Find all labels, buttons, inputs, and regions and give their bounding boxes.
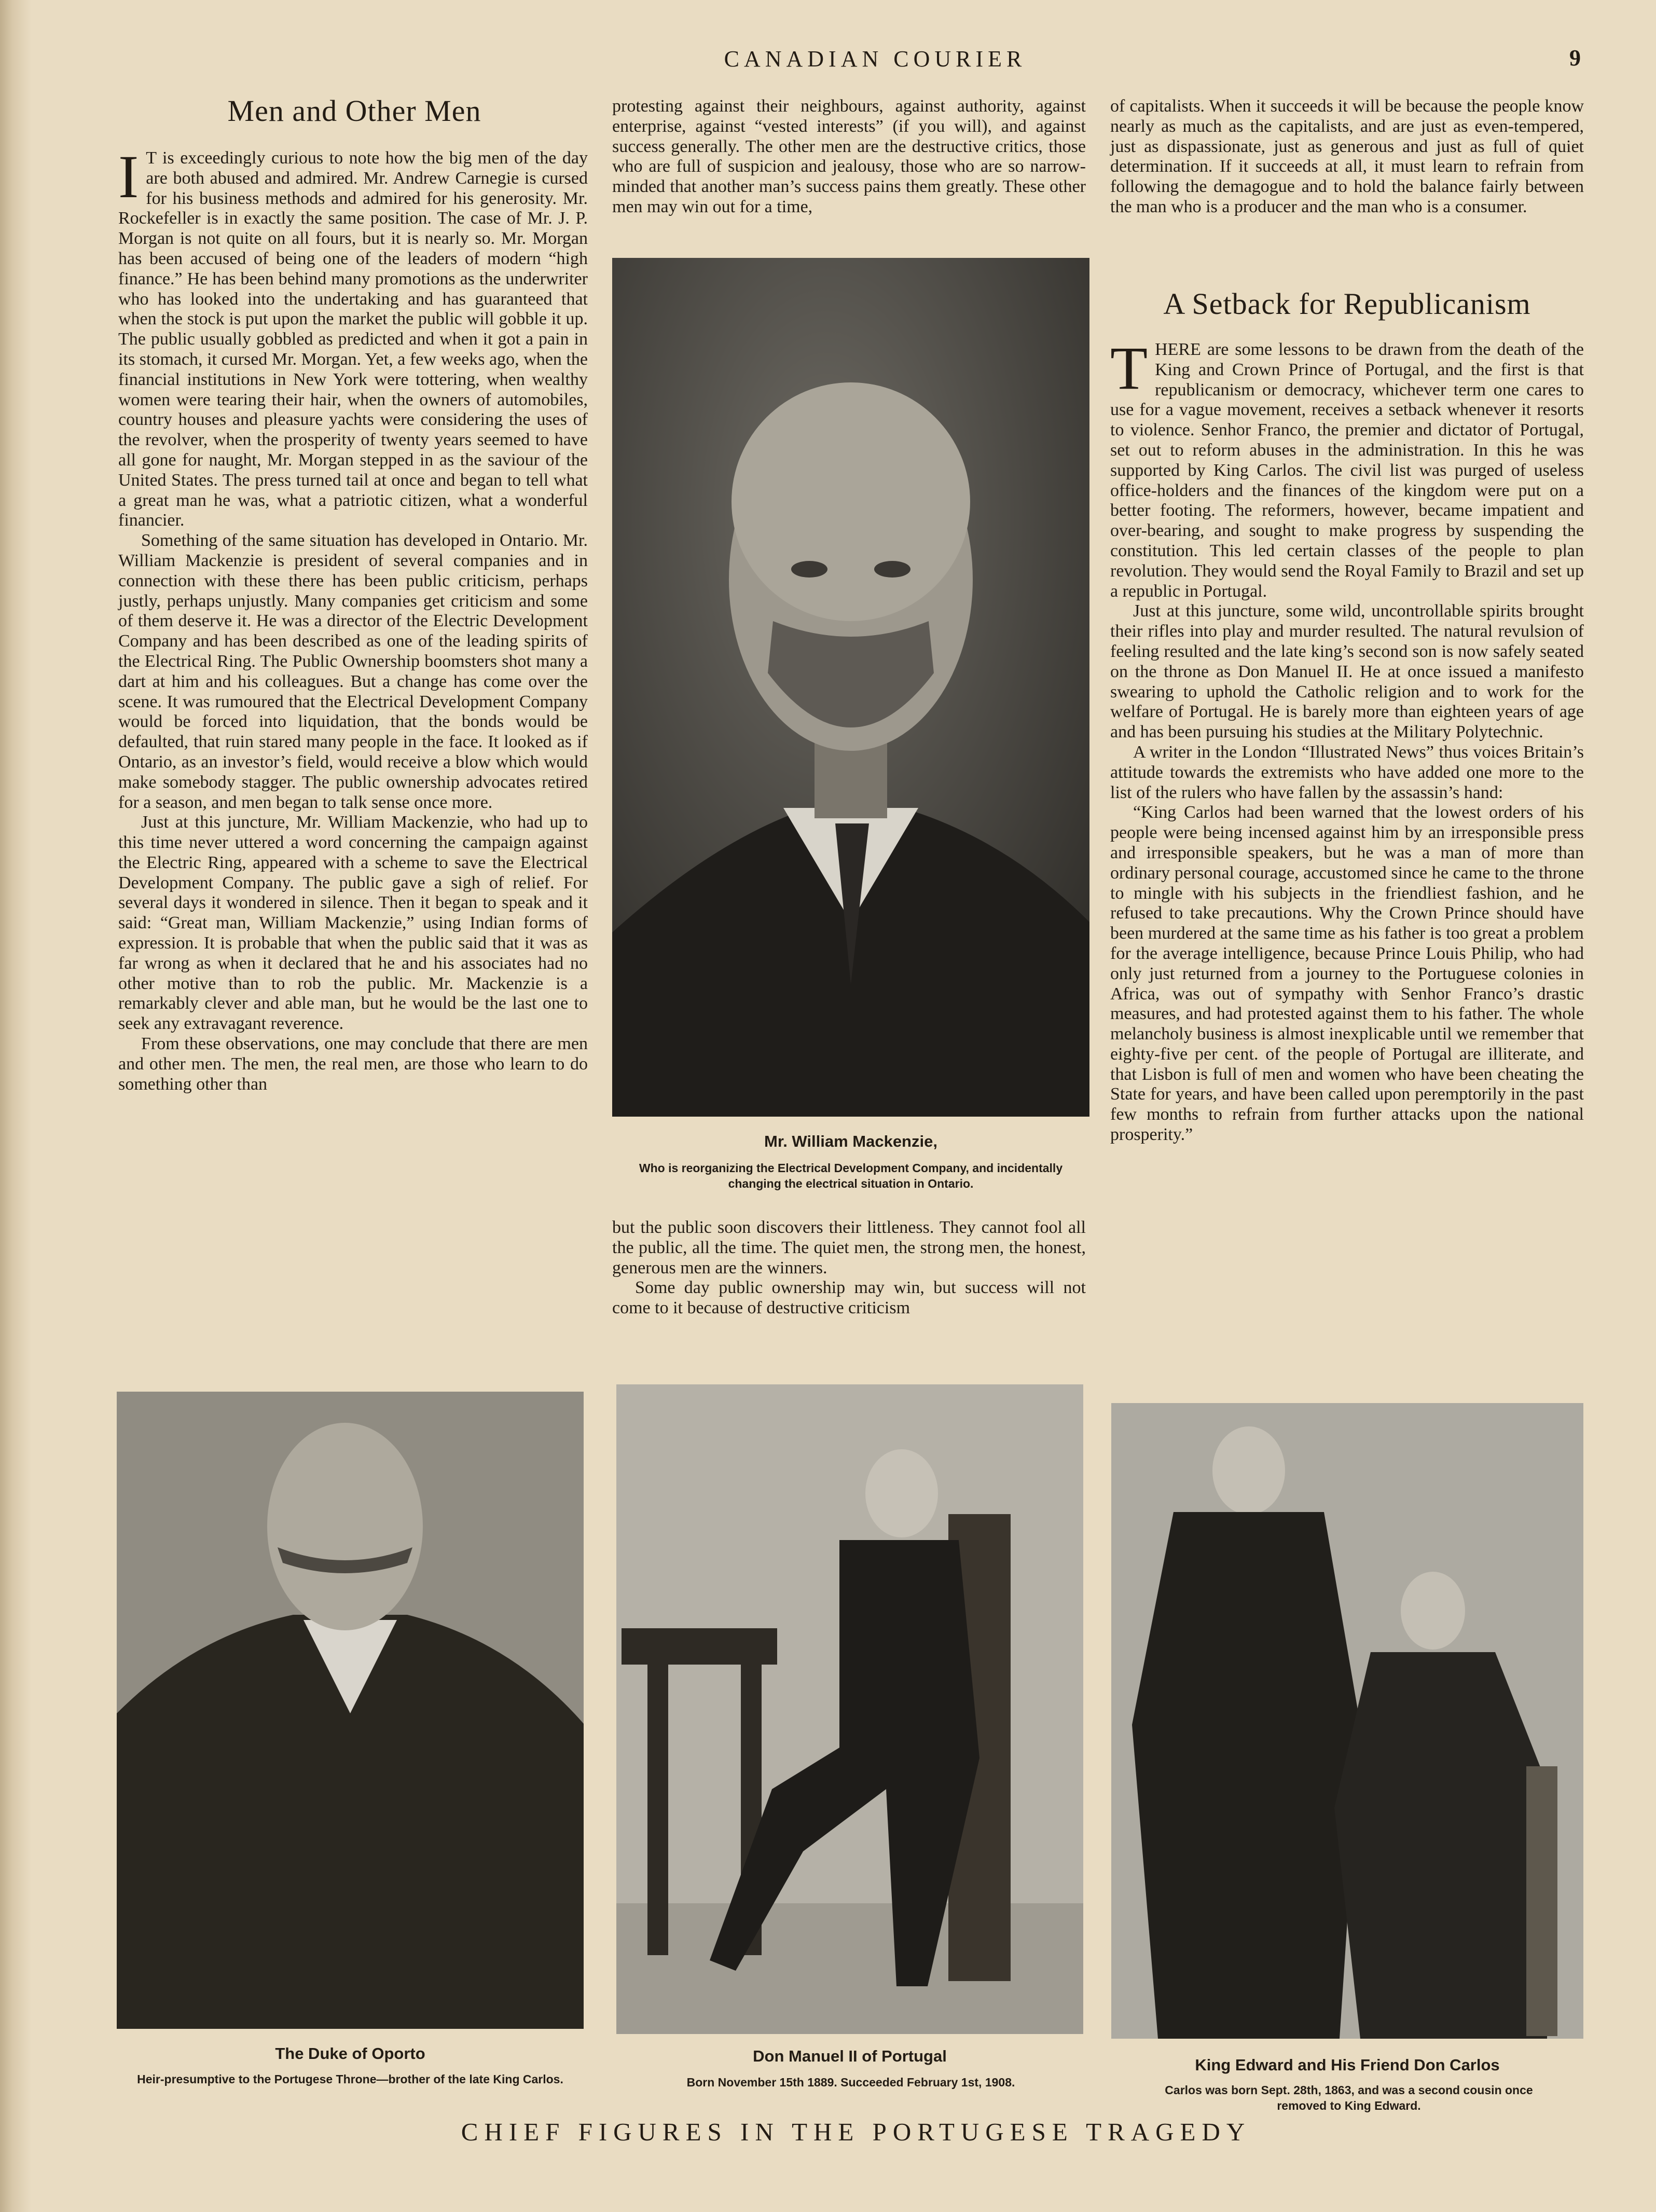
portrait-photo-image: [612, 258, 1089, 1117]
photo-don-manuel: [616, 1384, 1083, 2034]
photo-duke-of-oporto: [117, 1392, 584, 2029]
paragraph: Some day public ownership may win, but success will not come to it because of destructive criticism: [612, 1278, 1086, 1318]
paragraph: of capitalists. When it succeeds it will be because the people know nearly as much as the capitalists, and are just as even-tempered, just as dispassionate, just as generous and just as full of quiet determination. If it succeeds at all, it must learn to refrain from following the demagogue and to hold the balance fairly between the man who is a producer and the man who is a consumer.: [1110, 97, 1584, 216]
page-binding-edge: [0, 0, 31, 2212]
article-column-1: [118, 143, 588, 1094]
article-title-setback: A Setback for Republicanism: [1163, 287, 1531, 321]
portrait-william-mackenzie: [612, 258, 1089, 1117]
article-column-2-bottom: [612, 1218, 1086, 1318]
paragraph: HERE are some lessons to be drawn from the death of the King and Crown Prince of Portugal, and the first is that republicanism or democracy, whichever term one cares to use for a vague movement, receives a setback whenever it resorts to violence. Senhor Franco, the premier and dictator of Portugal, set out to reform abuses in the administration. In this he was supported by King Carlos. The civil list was purged of useless office-holders and the finances of the kingdom were put on a better footing. The reformers, however, became impatient and over-bearing, and sought to make progress by suspending the constitution. This led certain classes of the people to plan revolution. They would send the Royal Family to Brazil and set up a republic in Portugal.: [1110, 340, 1584, 601]
duke-photo-image: [117, 1392, 584, 2029]
paragraph: Just at this juncture, Mr. William Mackenzie, who had up to this time never uttered a word concerning the campaign against the Electric Ring, appeared with a scheme to save the Electrical Development Company. The public gave a sigh of relief. For several days it wondered in silence. Then it began to speak and it said: “Great man, William Mackenzie,” using Indian forms of expression. It is probable that when the public said that it was as far wrong as when it declared that he and his associates had no other motive than to rob the public. Mr. Mackenzie is a remarkably clever and able man, but he would be the last one to seek any extravagant reverence.: [118, 813, 588, 1034]
paragraph: protesting against their neighbours, against authority, against enterprise, against “vested interests” (if you will), and against success generally. The other men are the destructive critics, those who are full of suspicion and jealousy, those who are so narrow-minded that another man’s success pains them greatly. These other men may win out for a time,: [612, 97, 1086, 216]
photo-king-edward-don-carlos: [1111, 1403, 1583, 2039]
portrait-caption-title: Mr. William Mackenzie,: [764, 1132, 937, 1150]
king-edward-photo-image: [1111, 1403, 1583, 2039]
paragraph: From these observations, one may conclude that there are men and other men. The men, the real men, are those who learn to do something other than: [118, 1034, 588, 1094]
drop-cap: I: [118, 143, 139, 211]
paragraph: Just at this juncture, some wild, uncontrollable spirits brought their rifles into play and murder resulted. The natural revulsion of feeling resulted and the late king’s second son is now safely seated on the throne as Don Manuel II. He at once issued a manifesto swearing to uphold the Catholic religion and to work for the welfare of Portugal. He is barely more than eighteen years of age and has been pursuing his studies at the Military Polytechnic.: [1110, 601, 1584, 742]
portrait-caption-text: Who is reorganizing the Electrical Development Company, and incidentally changing the electrical situation in Ontario.: [639, 1161, 1063, 1190]
don-manuel-caption-title: Don Manuel II of Portugal: [753, 2047, 947, 2065]
drop-cap: T: [1110, 334, 1148, 402]
article-column-3-body: [1110, 334, 1584, 1145]
page-banner-chief-figures: CHIEF FIGURES IN THE PORTUGESE TRAGEDY: [461, 2118, 1251, 2146]
page-number: 9: [1569, 45, 1581, 71]
article-title-men-and-other-men: Men and Other Men: [227, 94, 481, 128]
paragraph: but the public soon discovers their littleness. They cannot fool all the public, all the time. The quiet men, the strong men, the honest, generous men are the winners.: [612, 1218, 1086, 1277]
paragraph: “King Carlos had been warned that the lowest orders of his people were being incensed against him by an irresponsible press and irresponsible speakers, but he was a man of more than ordinary personal courage, accustomed since he came to the throne to mingle with his subjects in the friendliest fashion, and he refused to take precautions. Why the Crown Prince should have been murdered at the same time as his father is too great a problem for the average intelligence, because Prince Louis Philip, who had only just returned from a journey to the Portuguese colonies in Africa, was out of sympathy with Senhor Franco’s drastic measures, and had protested against them to his father. The whole melancholy business is almost inexplicable until we remember that eighty-five per cent. of the people of Portugal are illiterate, and that Lisbon is full of men and women who have been cheating the State for years, and have been called upon peremptorily in the past few months to refrain from further attacks upon the national prosperity.”: [1110, 803, 1584, 1145]
article-column-2-top: [612, 97, 1086, 217]
running-header: CANADIAN COURIER: [724, 46, 1027, 72]
king-edward-caption-text: Carlos was born Sept. 28th, 1863, and was a second cousin once removed to King Edward.: [1165, 2083, 1533, 2112]
king-edward-caption-title: King Edward and His Friend Don Carlos: [1195, 2056, 1500, 2074]
don-manuel-photo-image: [616, 1384, 1083, 2034]
paragraph: A writer in the London “Illustrated News” thus voices Britain’s attitude towards the extremists who have added one more to the list of the rulers who have fallen by the assassin’s hand:: [1110, 742, 1584, 802]
don-manuel-caption-text: Born November 15th 1889. Succeeded February 1st, 1908.: [686, 2076, 1015, 2089]
article-column-3-top: [1110, 97, 1584, 217]
duke-caption-title: The Duke of Oporto: [275, 2044, 425, 2063]
paragraph: T is exceedingly curious to note how the big men of the day are both abused and admired. Mr. Andrew Carnegie is cursed for his business methods and admired for his generosity. Mr. Rockefeller is in exactly the same position. The case of Mr. J. P. Morgan is not quite on all fours, but it is nearly so. Mr. Morgan has been accused of being one of the leaders of modern “high finance.” He has been behind many promotions as the underwriter who has looked into the undertaking and has guaranteed that when the stock is put upon the market the public will gobble it up. The public usually gobbled as predicted and when it got a pain in its stomach, it cursed Mr. Morgan. Yet, a few weeks ago, when the financial institutions in New York were tottering, when wealthy women were tearing their hair, when the owners of automobiles, country houses and pleasure yachts were considering the uses of the revolver, when the prosperity of twenty years seemed to have all gone for naught, Mr. Morgan stepped in as the saviour of the United States. The press turned tail at once and began to tell what a great man he was, what a patriotic citizen, what a wonderful financier.: [118, 148, 588, 530]
paragraph: Something of the same situation has developed in Ontario. Mr. William Mackenzie is president of several companies and in connection with these there has been public criticism, perhaps justly, perhaps unjustly. Many companies get criticism and some of them deserve it. He was a director of the Electric Development Company and has been described as one of the leading spirits of the Electrical Ring. The Public Ownership boomsters shot many a dart at him and his colleagues. But a change has come over the scene. It was rumoured that the Electrical Development Company would be forced into liquidation, that the bonds would be defaulted, that ruin stared many people in the face. It looked as if Ontario, as an investor’s field, would receive a blow which would make somebody stagger. The public ownership advocates retired for a season, and men began to talk sense once more.: [118, 531, 588, 812]
duke-caption-text: Heir-presumptive to the Portugese Throne—brother of the late King Carlos.: [137, 2072, 563, 2086]
